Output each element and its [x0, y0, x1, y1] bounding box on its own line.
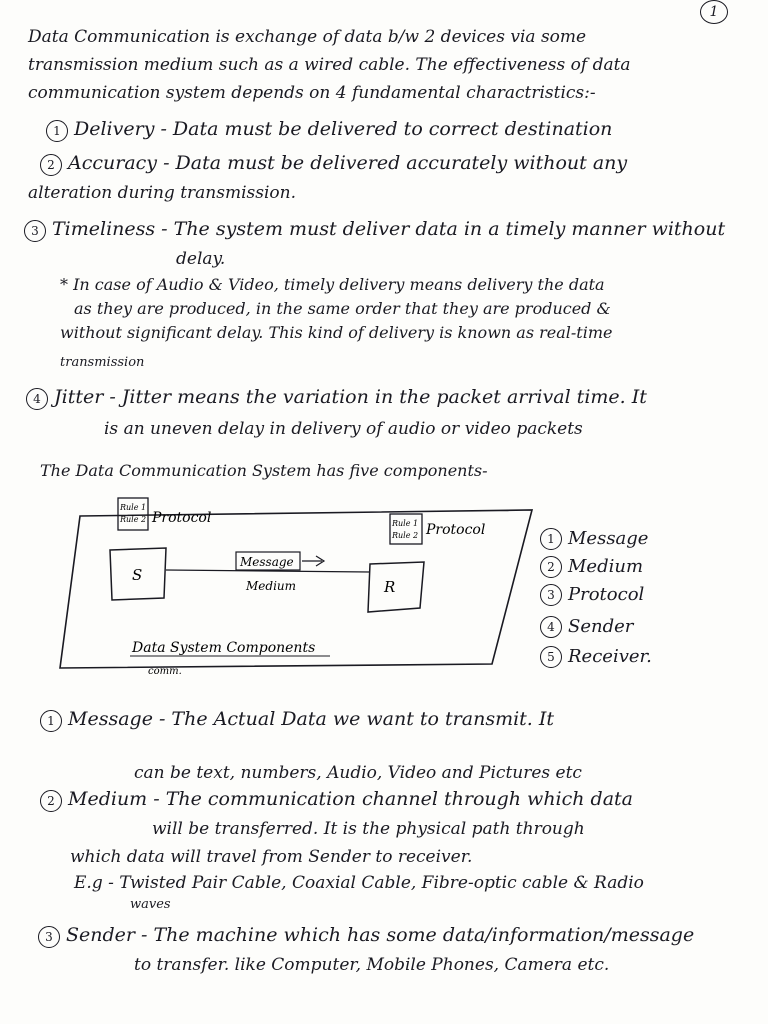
intro-line-2: transmission medium such as a wired cable. The effectiveness of data [28, 55, 631, 75]
av-line-1: * In case of Audio & Video, timely delivery means delivery the data [60, 275, 605, 294]
medium-label: Medium [246, 579, 297, 593]
delivery-number: 1 [46, 120, 68, 142]
medium-def-number: 2 [40, 790, 62, 812]
caption-insert: comm. [148, 666, 182, 677]
protocol-right-label: Protocol [426, 522, 486, 538]
av-line-3: without significant delay. This kind of delivery is known as real-time [60, 323, 613, 342]
medium-example-line-1: E.g - Twisted Pair Cable, Coaxial Cable, Fibre-optic cable & Radio [74, 873, 644, 893]
component-list-item-2 [540, 556, 643, 578]
medium-def-text-1: Medium - The communication channel through which data [68, 788, 633, 810]
accuracy-text-1: Accuracy - Data must be delivered accurately without any [68, 152, 628, 174]
component-label-2: Medium [568, 556, 644, 577]
timeliness-line-1 [24, 218, 744, 242]
delivery-line [46, 118, 744, 142]
component-list-item-5 [540, 646, 652, 668]
message-def-text-1: Message - The Actual Data we want to transmit. It [68, 708, 555, 730]
message-def-line-2: can be text, numbers, Audio, Video and Pictures etc [134, 763, 582, 783]
medium-def-line-3: which data will travel from Sender to receiver. [70, 847, 473, 867]
sender-def-number: 3 [38, 926, 60, 948]
accuracy-number: 2 [40, 154, 62, 176]
sender-def-text-1: Sender - The machine which has some data/information/message [66, 924, 695, 946]
accuracy-line-2: alteration during transmission. [28, 183, 297, 203]
intro-line-1: Data Communication is exchange of data b/w 2 devices via some [28, 27, 587, 47]
rule-left-2: Rule 2 [120, 515, 147, 524]
receiver-label: R [384, 578, 396, 596]
data-communication-diagram [40, 488, 540, 678]
page-number: 1 [700, 0, 728, 24]
message-label: Message [240, 555, 294, 569]
component-list-item-3 [540, 584, 644, 606]
receiver-box [368, 562, 424, 612]
rule-left-1: Rule 1 [120, 503, 147, 512]
message-def-line-1 [40, 708, 744, 732]
sender-def-line-1 [38, 924, 744, 948]
component-num-2: 2 [540, 556, 562, 578]
sender-def-line-2: to transfer. like Computer, Mobile Phones, Camera etc. [134, 955, 610, 975]
intro-line-3: communication system depends on 4 fundamental charactristics:- [28, 83, 596, 103]
component-label-5: Receiver. [568, 646, 652, 667]
accuracy-line-1 [40, 152, 744, 176]
component-label-4: Sender [568, 616, 634, 637]
delivery-text: Delivery - Data must be delivered to correct destination [74, 118, 613, 140]
av-line-4: transmission [60, 355, 145, 370]
component-label-1: Message [568, 528, 649, 549]
jitter-line-2: is an uneven delay in delivery of audio or video packets [104, 419, 583, 439]
medium-def-line-1 [40, 788, 744, 812]
component-num-4: 4 [540, 616, 562, 638]
sender-label: S [132, 566, 143, 584]
jitter-number: 4 [26, 388, 48, 410]
message-def-number: 1 [40, 710, 62, 732]
medium-example-line-2: waves [130, 897, 171, 912]
timeliness-line-2: delay. [176, 249, 226, 269]
jitter-line-1 [26, 386, 744, 410]
component-num-3: 3 [540, 584, 562, 606]
protocol-left-label: Protocol [152, 510, 212, 526]
av-line-2: as they are produced, in the same order that they are produced & [74, 299, 611, 318]
component-num-1: 1 [540, 528, 562, 550]
component-list-item-1 [540, 528, 648, 550]
component-num-5: 5 [540, 646, 562, 668]
jitter-text-1: Jitter - Jitter means the variation in the packet arrival time. It [54, 386, 647, 408]
components-heading: The Data Communication System has five components- [40, 461, 488, 480]
rule-right-2: Rule 2 [392, 531, 419, 540]
component-label-3: Protocol [568, 584, 645, 605]
medium-def-line-2: will be transferred. It is the physical path through [152, 819, 585, 839]
component-list-item-4 [540, 616, 633, 638]
diagram-caption: Data System Components [132, 640, 316, 656]
timeliness-number: 3 [24, 220, 46, 242]
timeliness-text-1: Timeliness - The system must deliver data in a timely manner without [52, 218, 726, 240]
rule-right-1: Rule 1 [392, 519, 419, 528]
